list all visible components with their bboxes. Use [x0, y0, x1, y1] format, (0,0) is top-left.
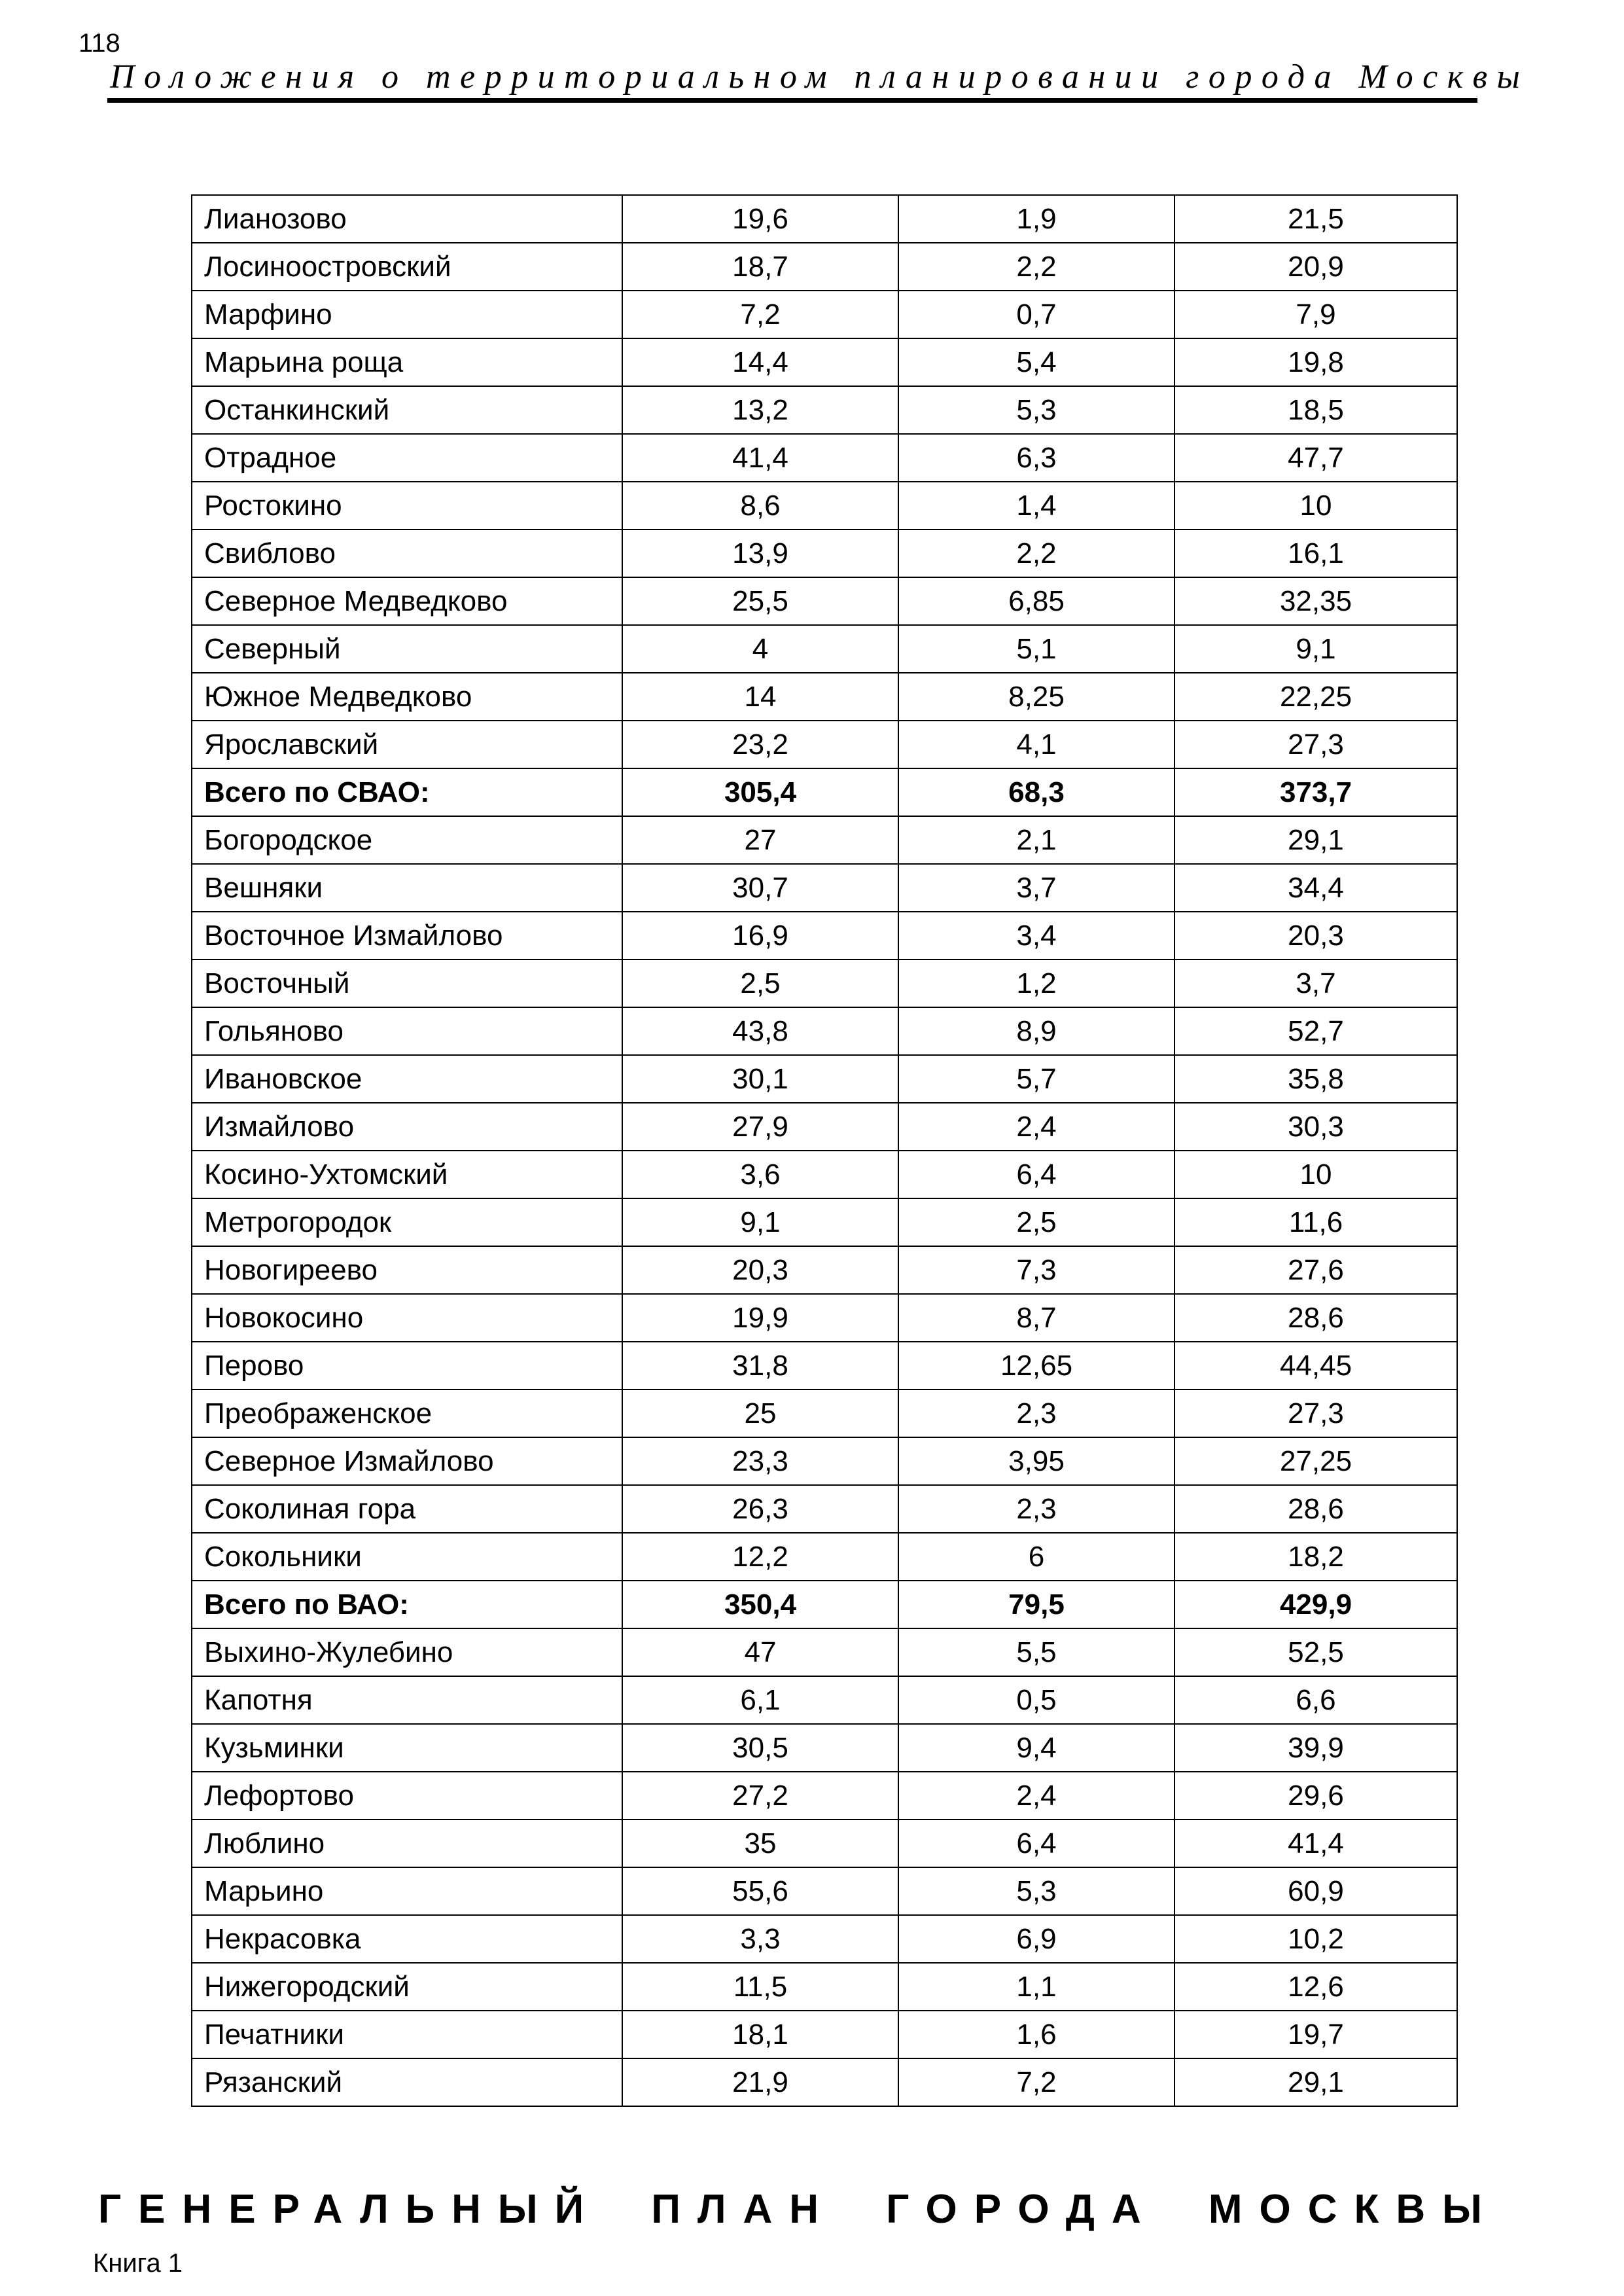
table-row — [192, 625, 1457, 673]
value-total-cell: 16,1 — [1174, 529, 1457, 577]
value-cell-1: 14 — [622, 673, 898, 721]
value-cell-1: 13,2 — [622, 386, 898, 434]
value-total-cell: 22,25 — [1174, 673, 1457, 721]
table-row — [192, 1915, 1457, 1963]
district-name-cell: Соколиная гора — [192, 1485, 622, 1533]
table-row — [192, 1485, 1457, 1533]
page-number: 118 — [79, 29, 120, 58]
value-total-cell: 20,3 — [1174, 912, 1457, 960]
district-name-cell: Марфино — [192, 291, 622, 338]
district-name-cell: Перово — [192, 1342, 622, 1390]
value-total-cell: 47,7 — [1174, 434, 1457, 482]
value-cell-2: 2,1 — [898, 816, 1174, 864]
value-total-cell: 52,7 — [1174, 1007, 1457, 1055]
value-cell-1: 14,4 — [622, 338, 898, 386]
value-cell-2: 2,3 — [898, 1390, 1174, 1437]
value-cell-1: 16,9 — [622, 912, 898, 960]
table-row — [192, 1676, 1457, 1724]
value-cell-1: 9,1 — [622, 1198, 898, 1246]
value-total-cell: 41,4 — [1174, 1820, 1457, 1867]
value-cell-1: 27,2 — [622, 1772, 898, 1820]
district-name-cell: Отрадное — [192, 434, 622, 482]
table-row — [192, 529, 1457, 577]
value-cell-1: 19,9 — [622, 1294, 898, 1342]
header-rule — [107, 98, 1477, 103]
value-total-cell: 19,8 — [1174, 338, 1457, 386]
table-row — [192, 1103, 1457, 1151]
table-row — [192, 721, 1457, 768]
district-name-cell: Кузьминки — [192, 1724, 622, 1772]
value-total-cell: 429,9 — [1174, 1581, 1457, 1628]
district-name-cell: Гольяново — [192, 1007, 622, 1055]
value-cell-1: 11,5 — [622, 1963, 898, 2011]
table-row — [192, 1724, 1457, 1772]
table-row — [192, 673, 1457, 721]
value-cell-2: 8,7 — [898, 1294, 1174, 1342]
value-total-cell: 12,6 — [1174, 1963, 1457, 2011]
value-cell-1: 4 — [622, 625, 898, 673]
table-row — [192, 577, 1457, 625]
value-total-cell: 27,3 — [1174, 1390, 1457, 1437]
value-cell-2: 79,5 — [898, 1581, 1174, 1628]
value-cell-1: 13,9 — [622, 529, 898, 577]
value-cell-2: 5,5 — [898, 1628, 1174, 1676]
value-cell-2: 2,4 — [898, 1103, 1174, 1151]
table-row — [192, 1294, 1457, 1342]
district-name-cell: Сокольники — [192, 1533, 622, 1581]
value-cell-2: 8,9 — [898, 1007, 1174, 1055]
value-cell-1: 41,4 — [622, 434, 898, 482]
value-cell-1: 19,6 — [622, 195, 898, 243]
value-total-cell: 30,3 — [1174, 1103, 1457, 1151]
value-cell-2: 5,3 — [898, 386, 1174, 434]
value-cell-1: 35 — [622, 1820, 898, 1867]
value-cell-2: 5,7 — [898, 1055, 1174, 1103]
district-name-cell: Люблино — [192, 1820, 622, 1867]
table-row — [192, 1151, 1457, 1198]
value-total-cell: 60,9 — [1174, 1867, 1457, 1915]
value-cell-2: 3,7 — [898, 864, 1174, 912]
value-total-cell: 10 — [1174, 1151, 1457, 1198]
district-name-cell: Новогиреево — [192, 1246, 622, 1294]
value-cell-2: 6,85 — [898, 577, 1174, 625]
value-total-cell: 21,5 — [1174, 195, 1457, 243]
table-row — [192, 1342, 1457, 1390]
table-row — [192, 1198, 1457, 1246]
value-cell-2: 5,4 — [898, 338, 1174, 386]
value-cell-2: 6 — [898, 1533, 1174, 1581]
value-cell-1: 26,3 — [622, 1485, 898, 1533]
table-row — [192, 243, 1457, 291]
table-total-row — [192, 1581, 1457, 1628]
value-total-cell: 34,4 — [1174, 864, 1457, 912]
value-cell-1: 23,2 — [622, 721, 898, 768]
district-name-cell: Всего по ВАО: — [192, 1581, 622, 1628]
value-total-cell: 7,9 — [1174, 291, 1457, 338]
value-cell-1: 23,3 — [622, 1437, 898, 1485]
value-cell-2: 2,4 — [898, 1772, 1174, 1820]
district-name-cell: Останкинский — [192, 386, 622, 434]
footer-book-label: Книга 1 — [93, 2249, 183, 2278]
district-name-cell: Свиблово — [192, 529, 622, 577]
value-total-cell: 6,6 — [1174, 1676, 1457, 1724]
table-row — [192, 386, 1457, 434]
table-row — [192, 816, 1457, 864]
district-name-cell: Косино-Ухтомский — [192, 1151, 622, 1198]
value-cell-1: 27,9 — [622, 1103, 898, 1151]
value-total-cell: 28,6 — [1174, 1294, 1457, 1342]
value-total-cell: 28,6 — [1174, 1485, 1457, 1533]
district-name-cell: Северный — [192, 625, 622, 673]
value-cell-1: 7,2 — [622, 291, 898, 338]
table-row — [192, 1867, 1457, 1915]
value-cell-2: 7,3 — [898, 1246, 1174, 1294]
district-name-cell: Преображенское — [192, 1390, 622, 1437]
table-row — [192, 1963, 1457, 2011]
value-cell-1: 30,5 — [622, 1724, 898, 1772]
table-body — [192, 195, 1457, 2106]
value-total-cell: 10,2 — [1174, 1915, 1457, 1963]
value-cell-2: 9,4 — [898, 1724, 1174, 1772]
value-cell-2: 1,2 — [898, 960, 1174, 1007]
value-cell-2: 2,5 — [898, 1198, 1174, 1246]
value-total-cell: 32,35 — [1174, 577, 1457, 625]
district-name-cell: Новокосино — [192, 1294, 622, 1342]
value-cell-2: 0,7 — [898, 291, 1174, 338]
table-row — [192, 1533, 1457, 1581]
table-row — [192, 1390, 1457, 1437]
table-row — [192, 1772, 1457, 1820]
value-total-cell: 373,7 — [1174, 768, 1457, 816]
district-name-cell: Некрасовка — [192, 1915, 622, 1963]
district-name-cell: Измайлово — [192, 1103, 622, 1151]
value-total-cell: 19,7 — [1174, 2011, 1457, 2058]
value-cell-2: 3,95 — [898, 1437, 1174, 1485]
value-total-cell: 18,2 — [1174, 1533, 1457, 1581]
value-total-cell: 52,5 — [1174, 1628, 1457, 1676]
value-total-cell: 27,3 — [1174, 721, 1457, 768]
table-row — [192, 291, 1457, 338]
value-cell-1: 12,2 — [622, 1533, 898, 1581]
value-cell-2: 68,3 — [898, 768, 1174, 816]
value-cell-2: 1,9 — [898, 195, 1174, 243]
value-cell-1: 18,1 — [622, 2011, 898, 2058]
footer-title: ГЕНЕРАЛЬНЫЙ ПЛАН ГОРОДА МОСКВЫ — [98, 2187, 1499, 2232]
value-total-cell: 11,6 — [1174, 1198, 1457, 1246]
value-cell-2: 6,3 — [898, 434, 1174, 482]
table-row — [192, 2058, 1457, 2106]
value-cell-2: 7,2 — [898, 2058, 1174, 2106]
table-row — [192, 1628, 1457, 1676]
district-name-cell: Выхино-Жулебино — [192, 1628, 622, 1676]
table-total-row — [192, 768, 1457, 816]
value-cell-1: 27 — [622, 816, 898, 864]
value-cell-1: 8,6 — [622, 482, 898, 529]
value-total-cell: 29,1 — [1174, 2058, 1457, 2106]
value-cell-2: 5,1 — [898, 625, 1174, 673]
district-name-cell: Метрогородок — [192, 1198, 622, 1246]
value-total-cell: 35,8 — [1174, 1055, 1457, 1103]
value-cell-1: 18,7 — [622, 243, 898, 291]
value-cell-1: 30,1 — [622, 1055, 898, 1103]
value-cell-1: 55,6 — [622, 1867, 898, 1915]
value-total-cell: 27,25 — [1174, 1437, 1457, 1485]
value-total-cell: 10 — [1174, 482, 1457, 529]
value-cell-1: 31,8 — [622, 1342, 898, 1390]
value-cell-2: 1,4 — [898, 482, 1174, 529]
district-name-cell: Лосиноостровский — [192, 243, 622, 291]
value-cell-2: 6,4 — [898, 1820, 1174, 1867]
district-data-table — [191, 194, 1458, 2107]
table-row — [192, 960, 1457, 1007]
table-row — [192, 1246, 1457, 1294]
value-cell-1: 21,9 — [622, 2058, 898, 2106]
district-name-cell: Капотня — [192, 1676, 622, 1724]
district-name-cell: Ярославский — [192, 721, 622, 768]
table-row — [192, 864, 1457, 912]
district-name-cell: Печатники — [192, 2011, 622, 2058]
table-row — [192, 1007, 1457, 1055]
district-name-cell: Марьина роща — [192, 338, 622, 386]
table-row — [192, 1820, 1457, 1867]
district-name-cell: Марьино — [192, 1867, 622, 1915]
district-name-cell: Всего по СВАО: — [192, 768, 622, 816]
value-cell-2: 8,25 — [898, 673, 1174, 721]
value-cell-1: 305,4 — [622, 768, 898, 816]
district-name-cell: Восточное Измайлово — [192, 912, 622, 960]
value-cell-2: 3,4 — [898, 912, 1174, 960]
value-cell-2: 2,3 — [898, 1485, 1174, 1533]
value-total-cell: 18,5 — [1174, 386, 1457, 434]
value-cell-1: 25,5 — [622, 577, 898, 625]
value-total-cell: 29,6 — [1174, 1772, 1457, 1820]
value-cell-1: 43,8 — [622, 1007, 898, 1055]
table-row — [192, 2011, 1457, 2058]
table-row — [192, 912, 1457, 960]
table-row — [192, 434, 1457, 482]
value-cell-2: 12,65 — [898, 1342, 1174, 1390]
value-total-cell: 3,7 — [1174, 960, 1457, 1007]
value-cell-1: 6,1 — [622, 1676, 898, 1724]
district-name-cell: Восточный — [192, 960, 622, 1007]
value-cell-1: 20,3 — [622, 1246, 898, 1294]
district-name-cell: Лианозово — [192, 195, 622, 243]
district-name-cell: Северное Измайлово — [192, 1437, 622, 1485]
district-name-cell: Южное Медведково — [192, 673, 622, 721]
table-row — [192, 1437, 1457, 1485]
value-total-cell: 9,1 — [1174, 625, 1457, 673]
value-total-cell: 29,1 — [1174, 816, 1457, 864]
running-header-title: Положения о территориальном планировании города Москвы — [110, 58, 1530, 96]
district-name-cell: Нижегородский — [192, 1963, 622, 2011]
value-cell-2: 2,2 — [898, 529, 1174, 577]
value-cell-1: 3,3 — [622, 1915, 898, 1963]
value-cell-2: 1,6 — [898, 2011, 1174, 2058]
value-cell-2: 6,4 — [898, 1151, 1174, 1198]
value-cell-2: 5,3 — [898, 1867, 1174, 1915]
table-row — [192, 482, 1457, 529]
district-name-cell: Рязанский — [192, 2058, 622, 2106]
table-row — [192, 1055, 1457, 1103]
value-cell-2: 4,1 — [898, 721, 1174, 768]
district-name-cell: Богородское — [192, 816, 622, 864]
value-total-cell: 27,6 — [1174, 1246, 1457, 1294]
value-cell-1: 30,7 — [622, 864, 898, 912]
value-cell-1: 47 — [622, 1628, 898, 1676]
district-name-cell: Ивановское — [192, 1055, 622, 1103]
value-cell-2: 6,9 — [898, 1915, 1174, 1963]
value-cell-1: 350,4 — [622, 1581, 898, 1628]
value-cell-1: 3,6 — [622, 1151, 898, 1198]
district-name-cell: Ростокино — [192, 482, 622, 529]
district-name-cell: Вешняки — [192, 864, 622, 912]
value-total-cell: 20,9 — [1174, 243, 1457, 291]
value-cell-1: 2,5 — [622, 960, 898, 1007]
table-row — [192, 195, 1457, 243]
district-name-cell: Северное Медведково — [192, 577, 622, 625]
value-cell-2: 1,1 — [898, 1963, 1174, 2011]
district-name-cell: Лефортово — [192, 1772, 622, 1820]
table-row — [192, 338, 1457, 386]
value-total-cell: 39,9 — [1174, 1724, 1457, 1772]
value-cell-2: 0,5 — [898, 1676, 1174, 1724]
value-total-cell: 44,45 — [1174, 1342, 1457, 1390]
value-cell-2: 2,2 — [898, 243, 1174, 291]
value-cell-1: 25 — [622, 1390, 898, 1437]
